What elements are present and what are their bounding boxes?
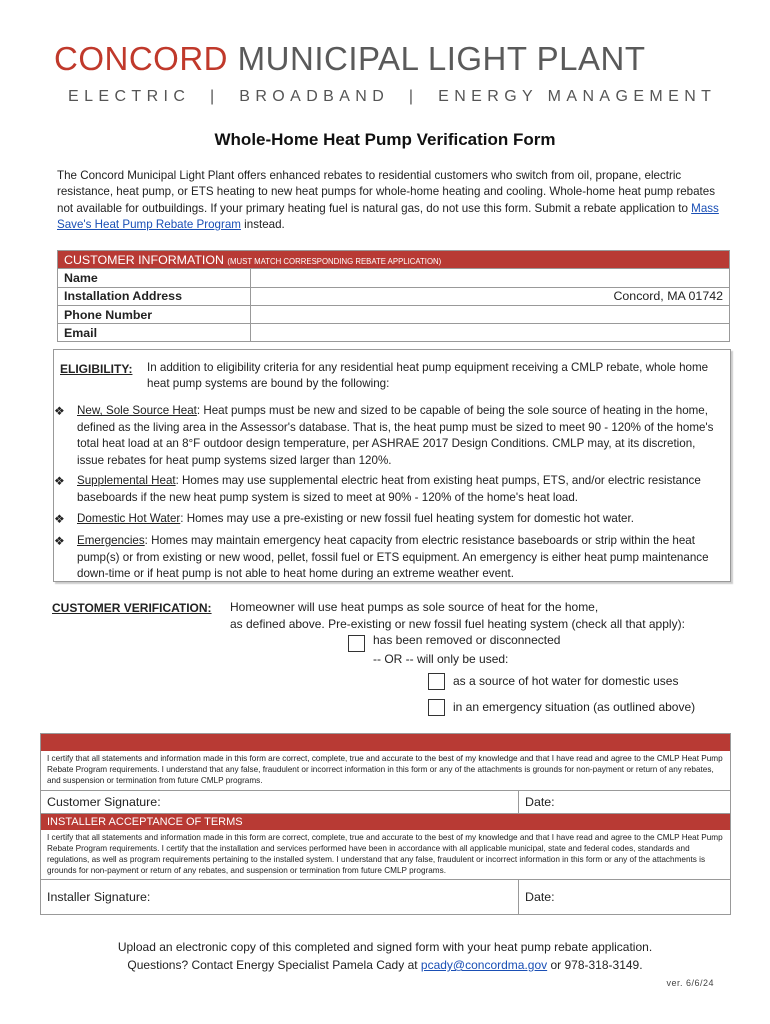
phone-label: Phone Number <box>58 305 251 323</box>
footer <box>0 938 770 974</box>
intro-text-end: instead. <box>240 218 285 232</box>
address-field[interactable]: Concord, MA 01742 <box>251 287 730 305</box>
emergency-checkbox[interactable] <box>428 699 445 716</box>
installer-date-label: Date: <box>525 890 555 905</box>
verification-label: CUSTOMER VERIFICATION: <box>52 601 212 615</box>
page-title: Whole-Home Heat Pump Verification Form <box>214 130 556 149</box>
logo-subtitle: ELECTRIC | BROADBAND | ENERGY MANAGEMENT <box>68 88 717 105</box>
intro-text: The Concord Municipal Light Plant offers enhanced rebates to residential customers who switch from oil, propane, electric resistance, heat pump, or ETS heating to new heat pumps for whole-home heating and cooling. Whole-home heat pump rebates not available for outbuildings. If your primary heating fuel is natural gas, do not use this form. Submit a rebate application to <box>57 169 716 215</box>
certification-section <box>40 733 731 915</box>
diamond-bullet-icon: ❖ <box>54 534 65 548</box>
installer-cert-text: I certify that all statements and information made in this form are correct, complete, true and accurate to the best of my knowledge and that I have read and agree to the CMLP Heat Pump Rebate Program requirements. I certify that the installation and services performed have been in accordance with all applicable municipal, state and federal codes, standards and regulations, as well as program requirements pertaining to the installed system. I understand that any false, fraudulent or incorrect information in this form or any of the attachments is grounds for non-payment or return of any rebates, and suspension or termination from future CMLP programs. <box>41 830 730 881</box>
phone-field[interactable] <box>251 305 730 323</box>
eligibility-item-emergencies <box>54 533 724 583</box>
installer-signature-field[interactable] <box>41 880 519 914</box>
eligibility-text: : Homes may use a pre-existing or new fossil fuel heating system for domestic hot water. <box>180 512 634 525</box>
email-field[interactable] <box>251 324 730 342</box>
customer-info-table <box>57 250 730 342</box>
installer-signature-row <box>41 880 730 914</box>
installer-date-field[interactable] <box>519 880 730 914</box>
logo-gray-text: MUNICIPAL LIGHT PLANT <box>237 40 646 77</box>
customer-cert-text: I certify that all statements and information made in this form are correct, complete, true and accurate to the best of my knowledge and that I have read and agree to the CMLP Heat Pump Rebate Program requirements. I understand that any false, fraudulent or incorrect information in this form or any of the attachments is grounds for non-payment or return of any rebates, and suspension or termination from future CMLP programs. <box>41 751 730 791</box>
name-label: Name <box>58 269 251 287</box>
eligibility-item-supplemental <box>54 473 724 506</box>
eligibility-item-sole-source <box>54 403 724 469</box>
eligibility-text: : Homes may use supplemental electric heat from existing heat pumps, ETS, and/or electric resistance baseboards if the new heat pump system is sized to meet at 90% - 120% of the home's heat load. <box>77 474 701 504</box>
logo <box>54 40 645 78</box>
logo-red-text: CONCORD <box>54 40 228 77</box>
eligibility-term: Emergencies <box>77 534 145 547</box>
version-label: ver. 6/6/24 <box>666 978 714 988</box>
address-label: Installation Address <box>58 287 251 305</box>
customer-signature-label: Customer Signature: <box>47 794 161 809</box>
intro-paragraph <box>57 168 727 234</box>
emergency-option-label: in an emergency situation (as outlined above) <box>453 700 696 714</box>
customer-signature-field[interactable] <box>41 791 519 813</box>
customer-info-note: (MUST MATCH CORRESPONDING REBATE APPLICATION) <box>227 256 442 266</box>
eligibility-text: : Homes may maintain emergency heat capacity from electric resistance baseboards or strip within the heat pump(s) or from existing or new wood, pellet, fossil fuel or ETS equipment. An emergency is either heat pump maintenance down-time or if heat pump is not able to heat home during an extreme weather event. <box>77 534 709 581</box>
diamond-bullet-icon: ❖ <box>54 512 65 526</box>
hot-water-checkbox[interactable] <box>428 673 445 690</box>
footer-contact-text: Questions? Contact Energy Specialist Pamela Cady at <box>127 958 421 972</box>
email-link[interactable]: pcady@concordma.gov <box>420 958 548 972</box>
diamond-bullet-icon: ❖ <box>54 404 65 418</box>
customer-cert-bar <box>41 734 730 751</box>
eligibility-label: ELIGIBILITY: <box>60 362 133 376</box>
footer-line2 <box>0 956 770 974</box>
customer-signature-row <box>41 791 730 814</box>
footer-line1: Upload an electronic copy of this completed and signed form with your heat pump rebate application. <box>117 940 653 954</box>
eligibility-item-hot-water <box>54 511 724 528</box>
or-label: -- OR -- will only be used: <box>373 652 509 666</box>
eligibility-term: Supplemental Heat <box>77 474 176 487</box>
customer-info-header <box>58 251 730 269</box>
eligibility-term: Domestic Hot Water <box>77 512 181 525</box>
verification-line1: Homeowner will use heat pumps as sole source of heat for the home, <box>230 600 599 614</box>
footer-phone-text: or 978-318-3149. <box>547 958 643 972</box>
customer-date-field[interactable] <box>519 791 730 813</box>
name-field[interactable] <box>251 269 730 287</box>
removed-option-label: has been removed or disconnected <box>373 633 561 647</box>
removed-checkbox[interactable] <box>348 635 365 652</box>
hot-water-option-label: as a source of hot water for domestic uses <box>453 674 679 688</box>
verification-line2: as defined above. Pre-existing or new fossil fuel heating system (check all that apply): <box>230 617 685 631</box>
installer-header: INSTALLER ACCEPTANCE OF TERMS <box>41 814 730 830</box>
customer-date-label: Date: <box>525 794 555 809</box>
eligibility-term: New, Sole Source Heat <box>77 404 197 417</box>
mass-save-link[interactable]: Mass Save's Heat Pump Rebate Program <box>57 201 719 232</box>
email-label: Email <box>58 324 251 342</box>
installer-signature-label: Installer Signature: <box>47 890 151 905</box>
customer-info-title: CUSTOMER INFORMATION <box>64 252 224 267</box>
eligibility-intro: In addition to eligibility criteria for any residential heat pump equipment receiving a CMLP rebate, whole home heat pump systems are bound by the following: <box>147 361 709 391</box>
diamond-bullet-icon: ❖ <box>54 474 65 488</box>
eligibility-text: : Heat pumps must be new and sized to be capable of being the sole source of heating in the home, defined as the living area in the Assessor's database. That is, the heat pump must be sized to meet 90 - 120% of the home's total heat load at an 8°F outdoor design temperature, per ASHRAE 2017 Design Conditions. CMLP may, at its discretion, issue rebates for heat pump systems sized larger than 120%. <box>77 404 714 467</box>
